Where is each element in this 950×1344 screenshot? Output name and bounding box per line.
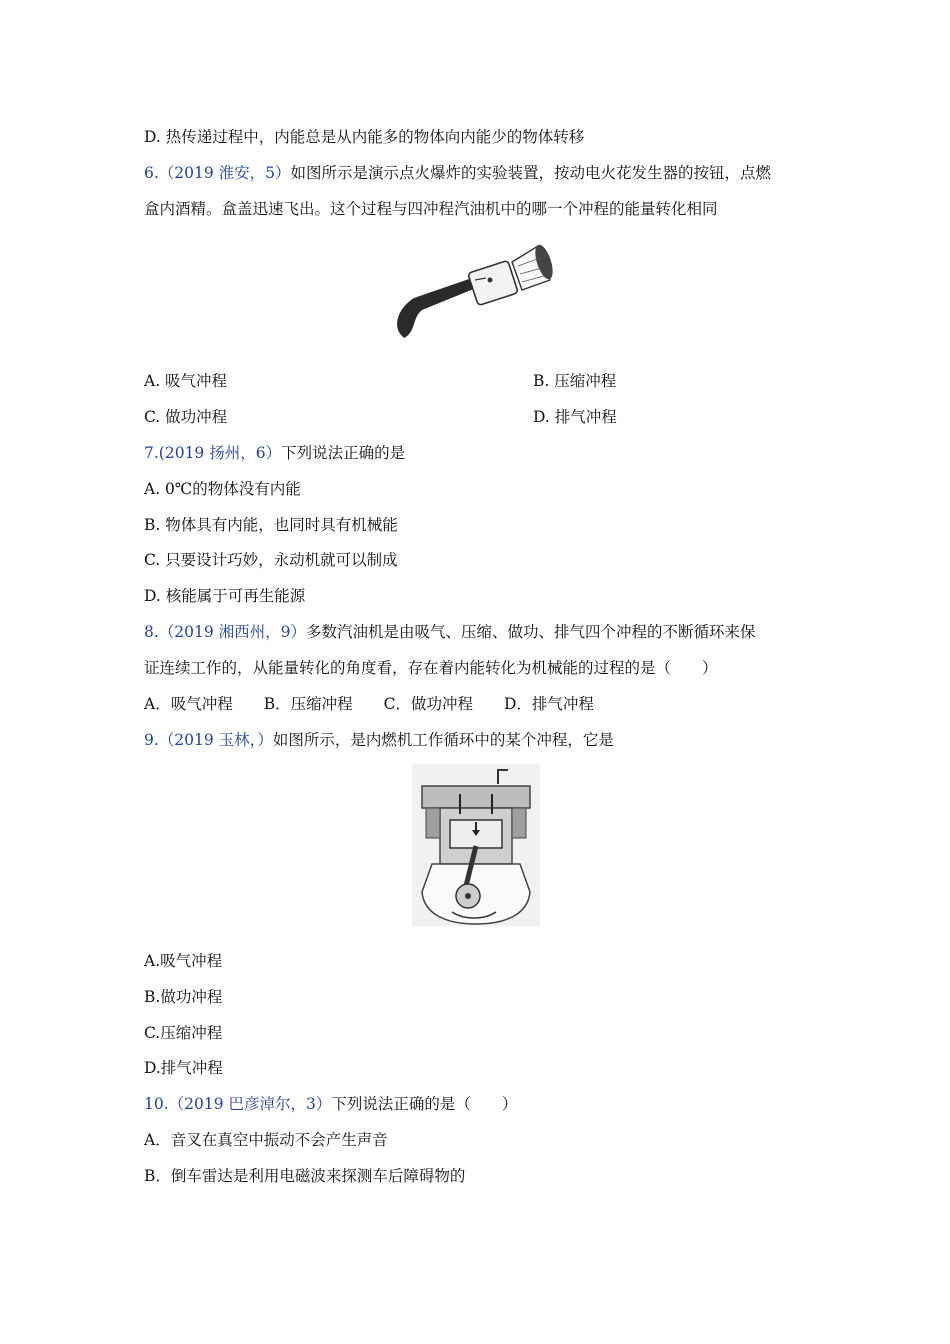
q5-option-d: D. 热传递过程中，内能总是从内能多的物体向内能少的物体转移: [144, 128, 585, 146]
q6-number: 6.: [144, 164, 159, 182]
q10-stem-text: 下列说法正确的是（ ）: [331, 1095, 518, 1113]
q7-option-a: A. 0℃的物体没有内能: [144, 480, 301, 498]
q7-stem: [144, 443, 405, 463]
q7-option-c: C. 只要设计巧妙，永动机就可以制成: [144, 551, 398, 569]
q6-option-d: D. 排气冲程: [533, 408, 617, 426]
q6-stem-text: 如图所示是演示点火爆炸的实验装置，按动电火花发生器的按钮，点燃: [290, 164, 772, 182]
q8-stem-text: 多数汽油机是由吸气、压缩、做功、排气四个冲程的不断循环来保: [306, 623, 756, 641]
q6-source: （2019 淮安，5）: [158, 164, 291, 182]
q8-options: A．吸气冲程 B．压缩冲程 C．做功冲程 D．排气冲程: [144, 695, 594, 713]
q7-option-d: D. 核能属于可再生能源: [144, 587, 306, 605]
ignition-apparatus-figure: [390, 236, 560, 346]
q8-source: （2019 湘西州，9）: [158, 623, 307, 641]
q10-number: 10.: [144, 1095, 169, 1113]
q8-number: 8.: [144, 623, 159, 641]
q6-option-a: A. 吸气冲程: [144, 372, 228, 390]
q6-option-b: B. 压缩冲程: [533, 372, 617, 390]
q9-option-b: B.做功冲程: [144, 988, 223, 1006]
q9-stem: [144, 730, 614, 750]
q6-stem-line1: [144, 163, 771, 183]
q9-option-c: C.压缩冲程: [144, 1024, 223, 1042]
q10-source: （2019 巴彦淖尔，3）: [168, 1095, 332, 1113]
q9-number: 9.: [144, 731, 159, 749]
engine-stroke-figure: [412, 764, 540, 926]
q9-option-a: A.吸气冲程: [144, 952, 223, 970]
q6-stem-line2: 盒内酒精。盒盖迅速飞出。这个过程与四冲程汽油机中的哪一个冲程的能量转化相同: [144, 200, 718, 218]
q8-stem-line1: [144, 622, 756, 642]
q7-option-b: B. 物体具有内能，也同时具有机械能: [144, 516, 398, 534]
q6-option-c: C. 做功冲程: [144, 408, 228, 426]
q9-option-d: D.排气冲程: [144, 1059, 223, 1077]
q8-stem-line2: 证连续工作的，从能量转化的角度看，存在着内能转化为机械能的过程的是（ ）: [144, 659, 718, 677]
q7-source: (2019 扬州，6）: [158, 444, 282, 462]
q10-option-a: A．音叉在真空中振动不会产生声音: [144, 1131, 388, 1149]
q7-number: 7.: [144, 444, 159, 462]
q10-option-b: B．倒车雷达是利用电磁波来探测车后障碍物的: [144, 1167, 466, 1185]
q9-source: （2019 玉林，）: [158, 731, 273, 749]
q7-stem-text: 下列说法正确的是: [281, 444, 406, 462]
q9-stem-text: 如图所示，是内燃机工作循环中的某个冲程，它是: [272, 731, 614, 749]
q10-stem: [144, 1094, 517, 1114]
